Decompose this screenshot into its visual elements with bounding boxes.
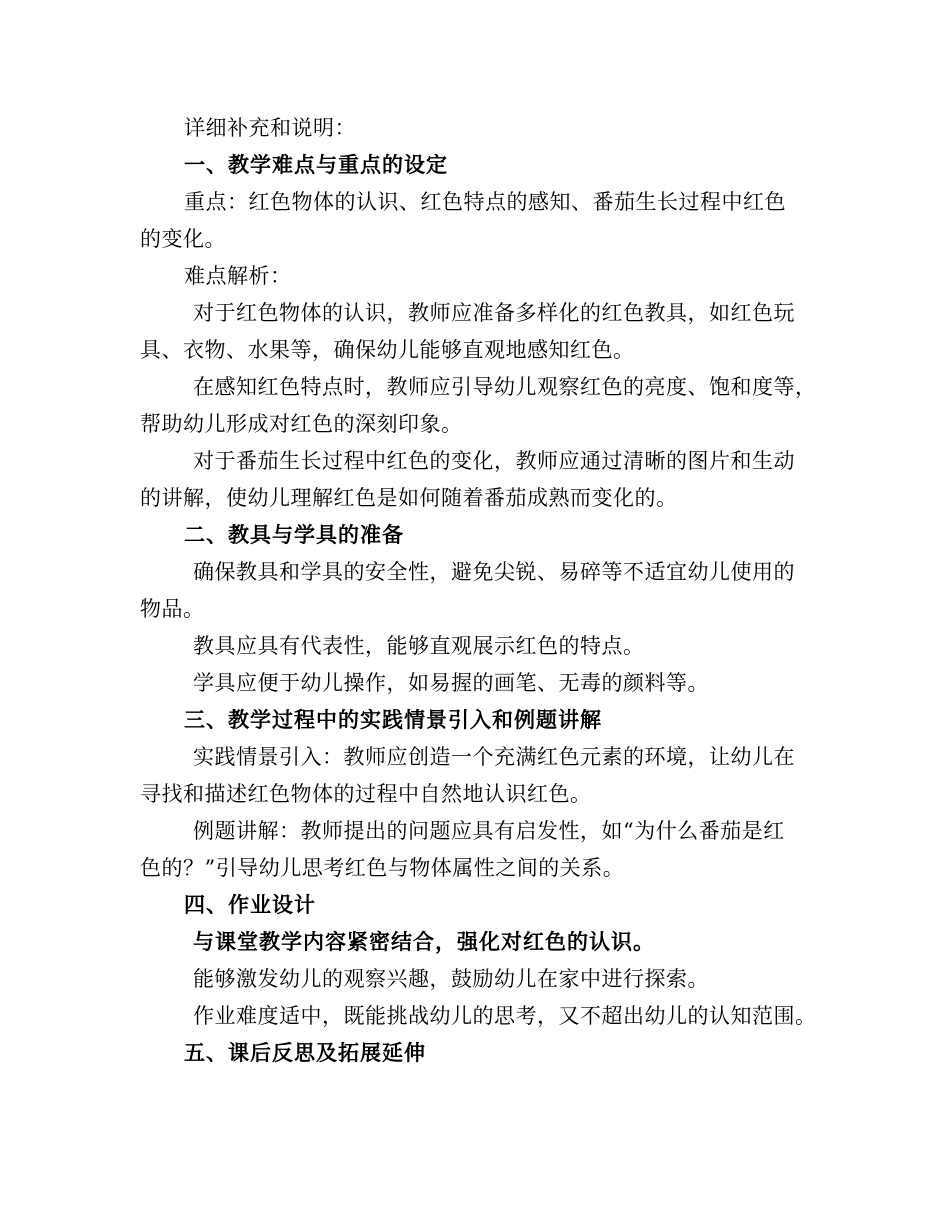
section-heading-3: 三、教学过程中的实践情景引入和例题讲解 <box>184 708 602 732</box>
paragraph-line: 能够激发幼儿的观察兴趣，鼓励幼儿在家中进行探索。 <box>193 967 709 991</box>
subheading-difficulty: 难点解析： <box>184 264 292 288</box>
paragraph-line: 实践情景引入：教师应创造一个充满红色元素的环境，让幼儿在 <box>193 745 795 769</box>
section-heading-2: 二、教具与学具的准备 <box>184 523 404 547</box>
intro-label: 详细补充和说明： <box>184 116 356 140</box>
paragraph-line: 重点：红色物体的认识、红色特点的感知、番茄生长过程中红色 <box>184 190 786 214</box>
paragraph-line: 的讲解，使幼儿理解红色是如何随着番茄成熟而变化的。 <box>140 486 678 510</box>
paragraph-line: 对于红色物体的认识，教师应准备多样化的红色教具，如红色玩 <box>193 301 795 325</box>
document-body <box>140 110 820 1072</box>
paragraph-line: 帮助幼儿形成对红色的深刻印象。 <box>140 412 463 436</box>
paragraph-line: 在感知红色特点时，教师应引导幼儿观察红色的亮度、饱和度等， <box>193 375 817 399</box>
paragraph-line: 具、衣物、水果等，确保幼儿能够直观地感知红色。 <box>140 338 635 362</box>
paragraph-line: 例题讲解：教师提出的问题应具有启发性，如“为什么番茄是红 <box>193 819 785 843</box>
paragraph-line: 确保教具和学具的安全性，避免尖锐、易碎等不适宜幼儿使用的 <box>193 560 795 584</box>
paragraph-line: 物品。 <box>140 597 205 621</box>
paragraph-line: 对于番茄生长过程中红色的变化，教师应通过清晰的图片和生动 <box>193 449 795 473</box>
section-heading-4: 四、作业设计 <box>184 893 316 917</box>
section-heading-1: 一、教学难点与重点的设定 <box>184 153 448 177</box>
paragraph-line: 作业难度适中，既能挑战幼儿的思考，又不超出幼儿的认知范围。 <box>193 1004 817 1028</box>
section-heading-5: 五、课后反思及拓展延伸 <box>184 1041 426 1065</box>
paragraph-line: 教具应具有代表性，能够直观展示红色的特点。 <box>193 634 645 658</box>
paragraph-line: 色的？”引导幼儿思考红色与物体属性之间的关系。 <box>140 856 625 880</box>
paragraph-line: 寻找和描述红色物体的过程中自然地认识红色。 <box>140 782 592 806</box>
paragraph-line: 的变化。 <box>140 227 226 251</box>
paragraph-line-bold: 与课堂教学内容紧密结合，强化对红色的认识。 <box>193 930 655 954</box>
paragraph-line: 学具应便于幼儿操作，如易握的画笔、无毒的颜料等。 <box>193 671 709 695</box>
